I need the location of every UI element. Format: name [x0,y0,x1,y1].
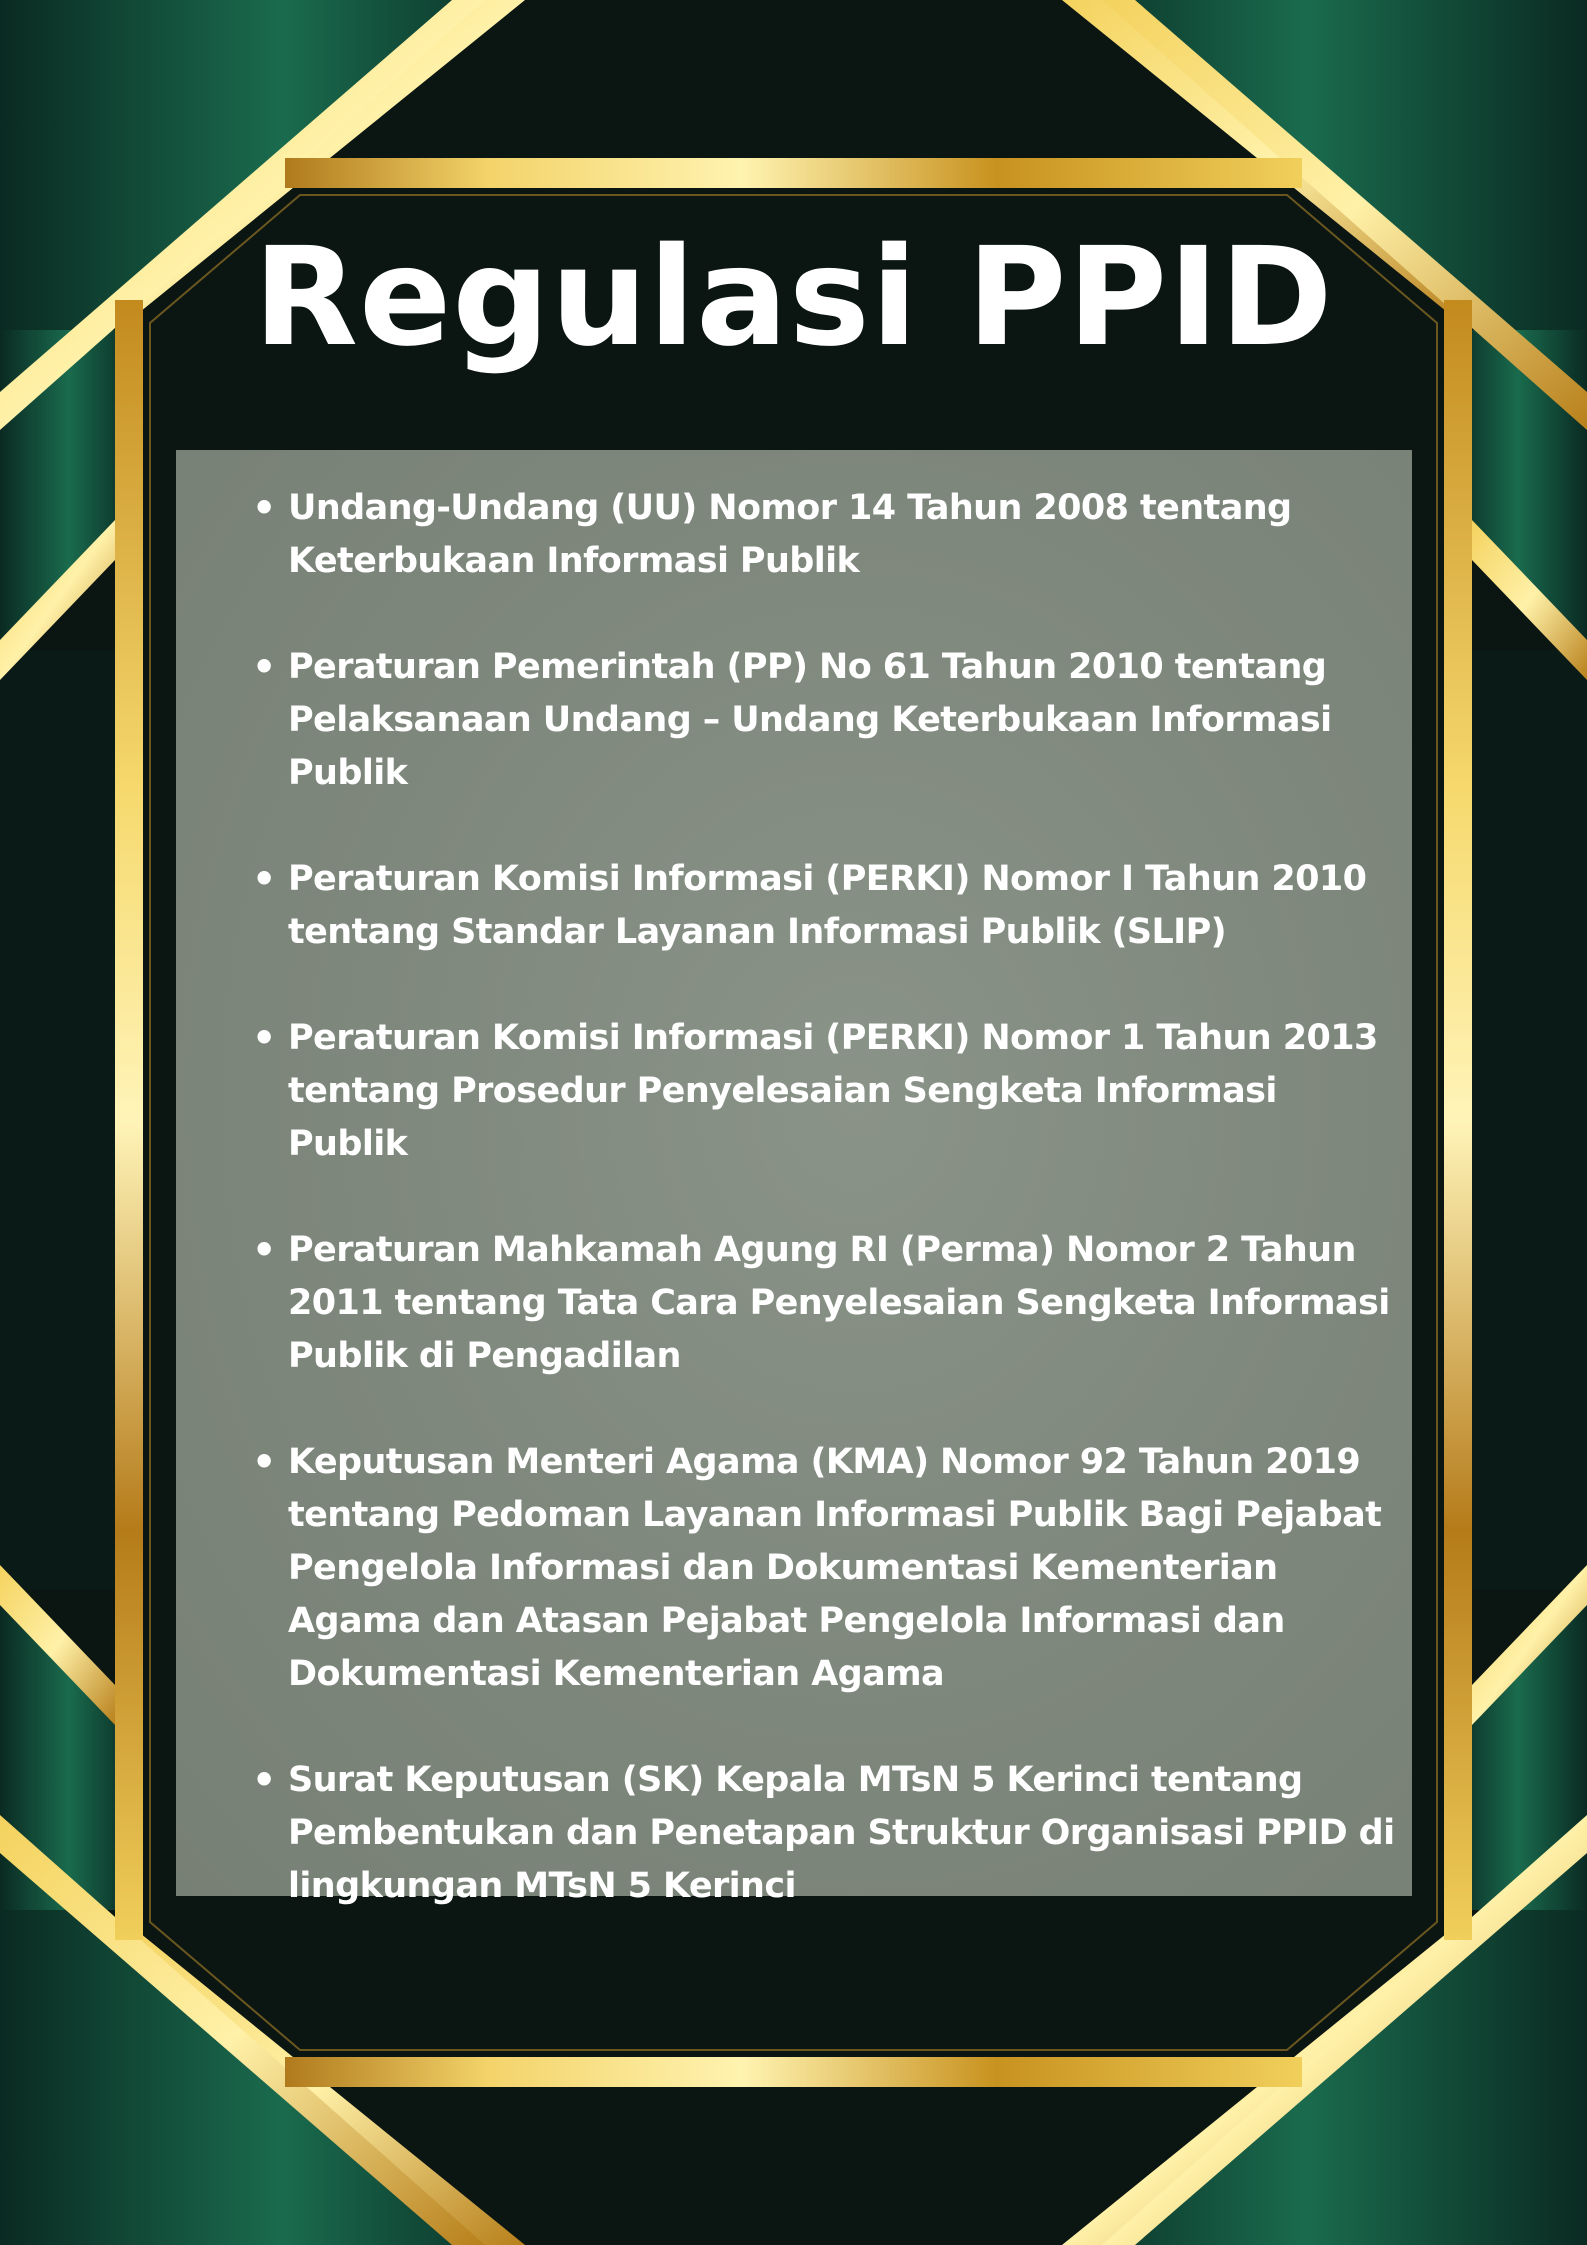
content-panel [176,450,1412,1906]
list-item: • Peraturan Mahkamah Agung RI (Perma) Nomor 2 Tahun 2011 tentang Tata Cara Penyelesaian Sengketa Informasi Publik di Pengadilan [288,1224,1398,1383]
list-item: • Surat Keputusan (SK) Kepala MTsN 5 Kerinci tentang Pembentukan dan Penetapan Struktur Organisasi PPID di lingkungan MTsN 5 Kerinci [288,1754,1398,1913]
list-item: • Peraturan Pemerintah (PP) No 61 Tahun 2010 tentang Pelaksanaan Undang – Undang Keterbukaan Informasi Publik [288,641,1398,800]
list-item: • Peraturan Komisi Informasi (PERKI) Nomor I Tahun 2010 tentang Standar Layanan Informasi Publik (SLIP) [288,853,1398,959]
list-item: • Keputusan Menteri Agama (KMA) Nomor 92 Tahun 2019 tentang Pedoman Layanan Informasi Publik Bagi Pejabat Pengelola Informasi dan Dokumentasi Kementerian Agama dan Atasan Pejabat Pengelola Informasi dan Dokumentasi Kementerian Agama [288,1436,1398,1701]
page-title: Regulasi PPID [253,219,1334,377]
list-item: • Peraturan Komisi Informasi (PERKI) Nomor 1 Tahun 2013 tentang Prosedur Penyelesaian Sengketa Informasi Publik [288,1012,1398,1171]
list-item: • Undang-Undang (UU) Nomor 14 Tahun 2008 tentang Keterbukaan Informasi Publik [288,482,1398,588]
regulation-list [288,482,1398,1966]
